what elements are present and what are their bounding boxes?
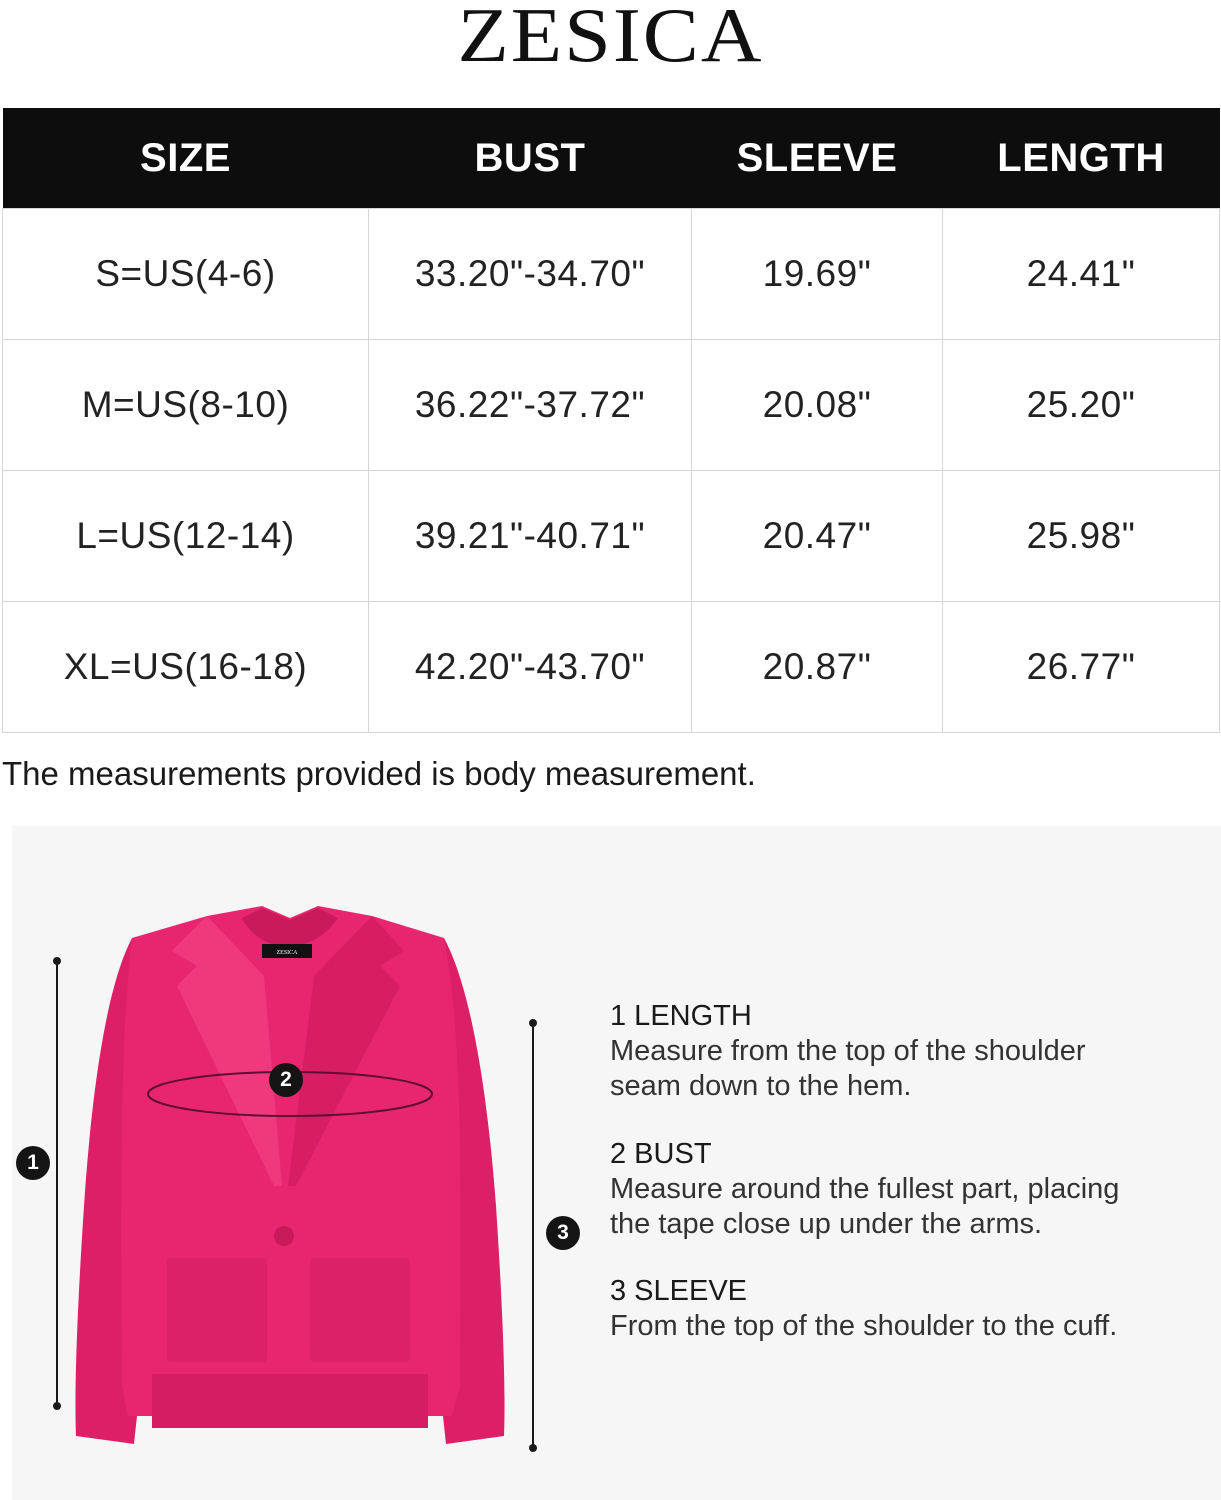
cell-size: S=US(4-6): [3, 209, 369, 340]
measure-guide-panel: [12, 826, 1221, 1500]
cell-sleeve: 20.87": [692, 602, 943, 733]
cell-length: 24.41": [943, 209, 1220, 340]
cell-bust: 36.22"-37.72": [369, 340, 692, 471]
cell-length: 25.20": [943, 340, 1220, 471]
right-pocket: [310, 1258, 410, 1362]
table-row: [3, 471, 1220, 602]
cell-size: L=US(12-14): [3, 471, 369, 602]
length-line-bottom-dot: [53, 1402, 61, 1410]
header-size: SIZE: [3, 108, 369, 209]
table-row: [3, 602, 1220, 733]
marker-sleeve: 3: [546, 1216, 580, 1250]
marker-bust: 2: [269, 1063, 303, 1097]
table-row: [3, 209, 1220, 340]
table-header-row: [3, 108, 1220, 209]
length-line-top-dot: [53, 957, 61, 965]
brand-tag-text: ZESICA: [276, 950, 298, 956]
cell-sleeve: 19.69": [692, 209, 943, 340]
instruction-text-line: From the top of the shoulder to the cuff.: [610, 1310, 1118, 1342]
size-chart-table: [2, 108, 1220, 733]
cell-sleeve: 20.47": [692, 471, 943, 602]
cell-bust: 39.21"-40.71": [369, 471, 692, 602]
sleeve-line-bottom-dot: [529, 1444, 537, 1452]
instruction-heading: 2 BUST: [610, 1138, 712, 1170]
instruction-sleeve: [610, 1273, 1210, 1344]
header-length: LENGTH: [943, 108, 1220, 209]
instruction-text-line: the tape close up under the arms.: [610, 1208, 1043, 1240]
instruction-heading: 1 LENGTH: [610, 1000, 752, 1032]
brand-name: ZESICA: [457, 0, 764, 79]
cell-sleeve: 20.08": [692, 340, 943, 471]
instruction-bust: [610, 1136, 1210, 1242]
instruction-heading: 3 SLEEVE: [610, 1275, 748, 1307]
cell-length: 25.98": [943, 471, 1220, 602]
cell-bust: 42.20"-43.70": [369, 602, 692, 733]
sleeve-line-top-dot: [529, 1019, 537, 1027]
measurement-note: The measurements provided is body measurement.: [2, 755, 756, 792]
cell-length: 26.77": [943, 602, 1220, 733]
cell-bust: 33.20"-34.70": [369, 209, 692, 340]
instruction-text-line: seam down to the hem.: [610, 1070, 912, 1102]
cell-size: M=US(8-10): [3, 340, 369, 471]
instruction-text-line: Measure from the top of the shoulder: [610, 1035, 1086, 1067]
header-bust: BUST: [369, 108, 692, 209]
instruction-length: [610, 998, 1210, 1104]
marker-length: 1: [16, 1146, 50, 1180]
cell-size: XL=US(16-18): [3, 602, 369, 733]
header-sleeve: SLEEVE: [692, 108, 943, 209]
cardigan-button: [274, 1226, 294, 1246]
instruction-text-line: Measure around the fullest part, placing: [610, 1173, 1120, 1205]
table-row: [3, 340, 1220, 471]
hem-ribbing: [152, 1374, 428, 1428]
left-pocket: [167, 1258, 267, 1362]
cardigan-garment: [75, 906, 504, 1444]
brand-logo: [0, 0, 1221, 108]
